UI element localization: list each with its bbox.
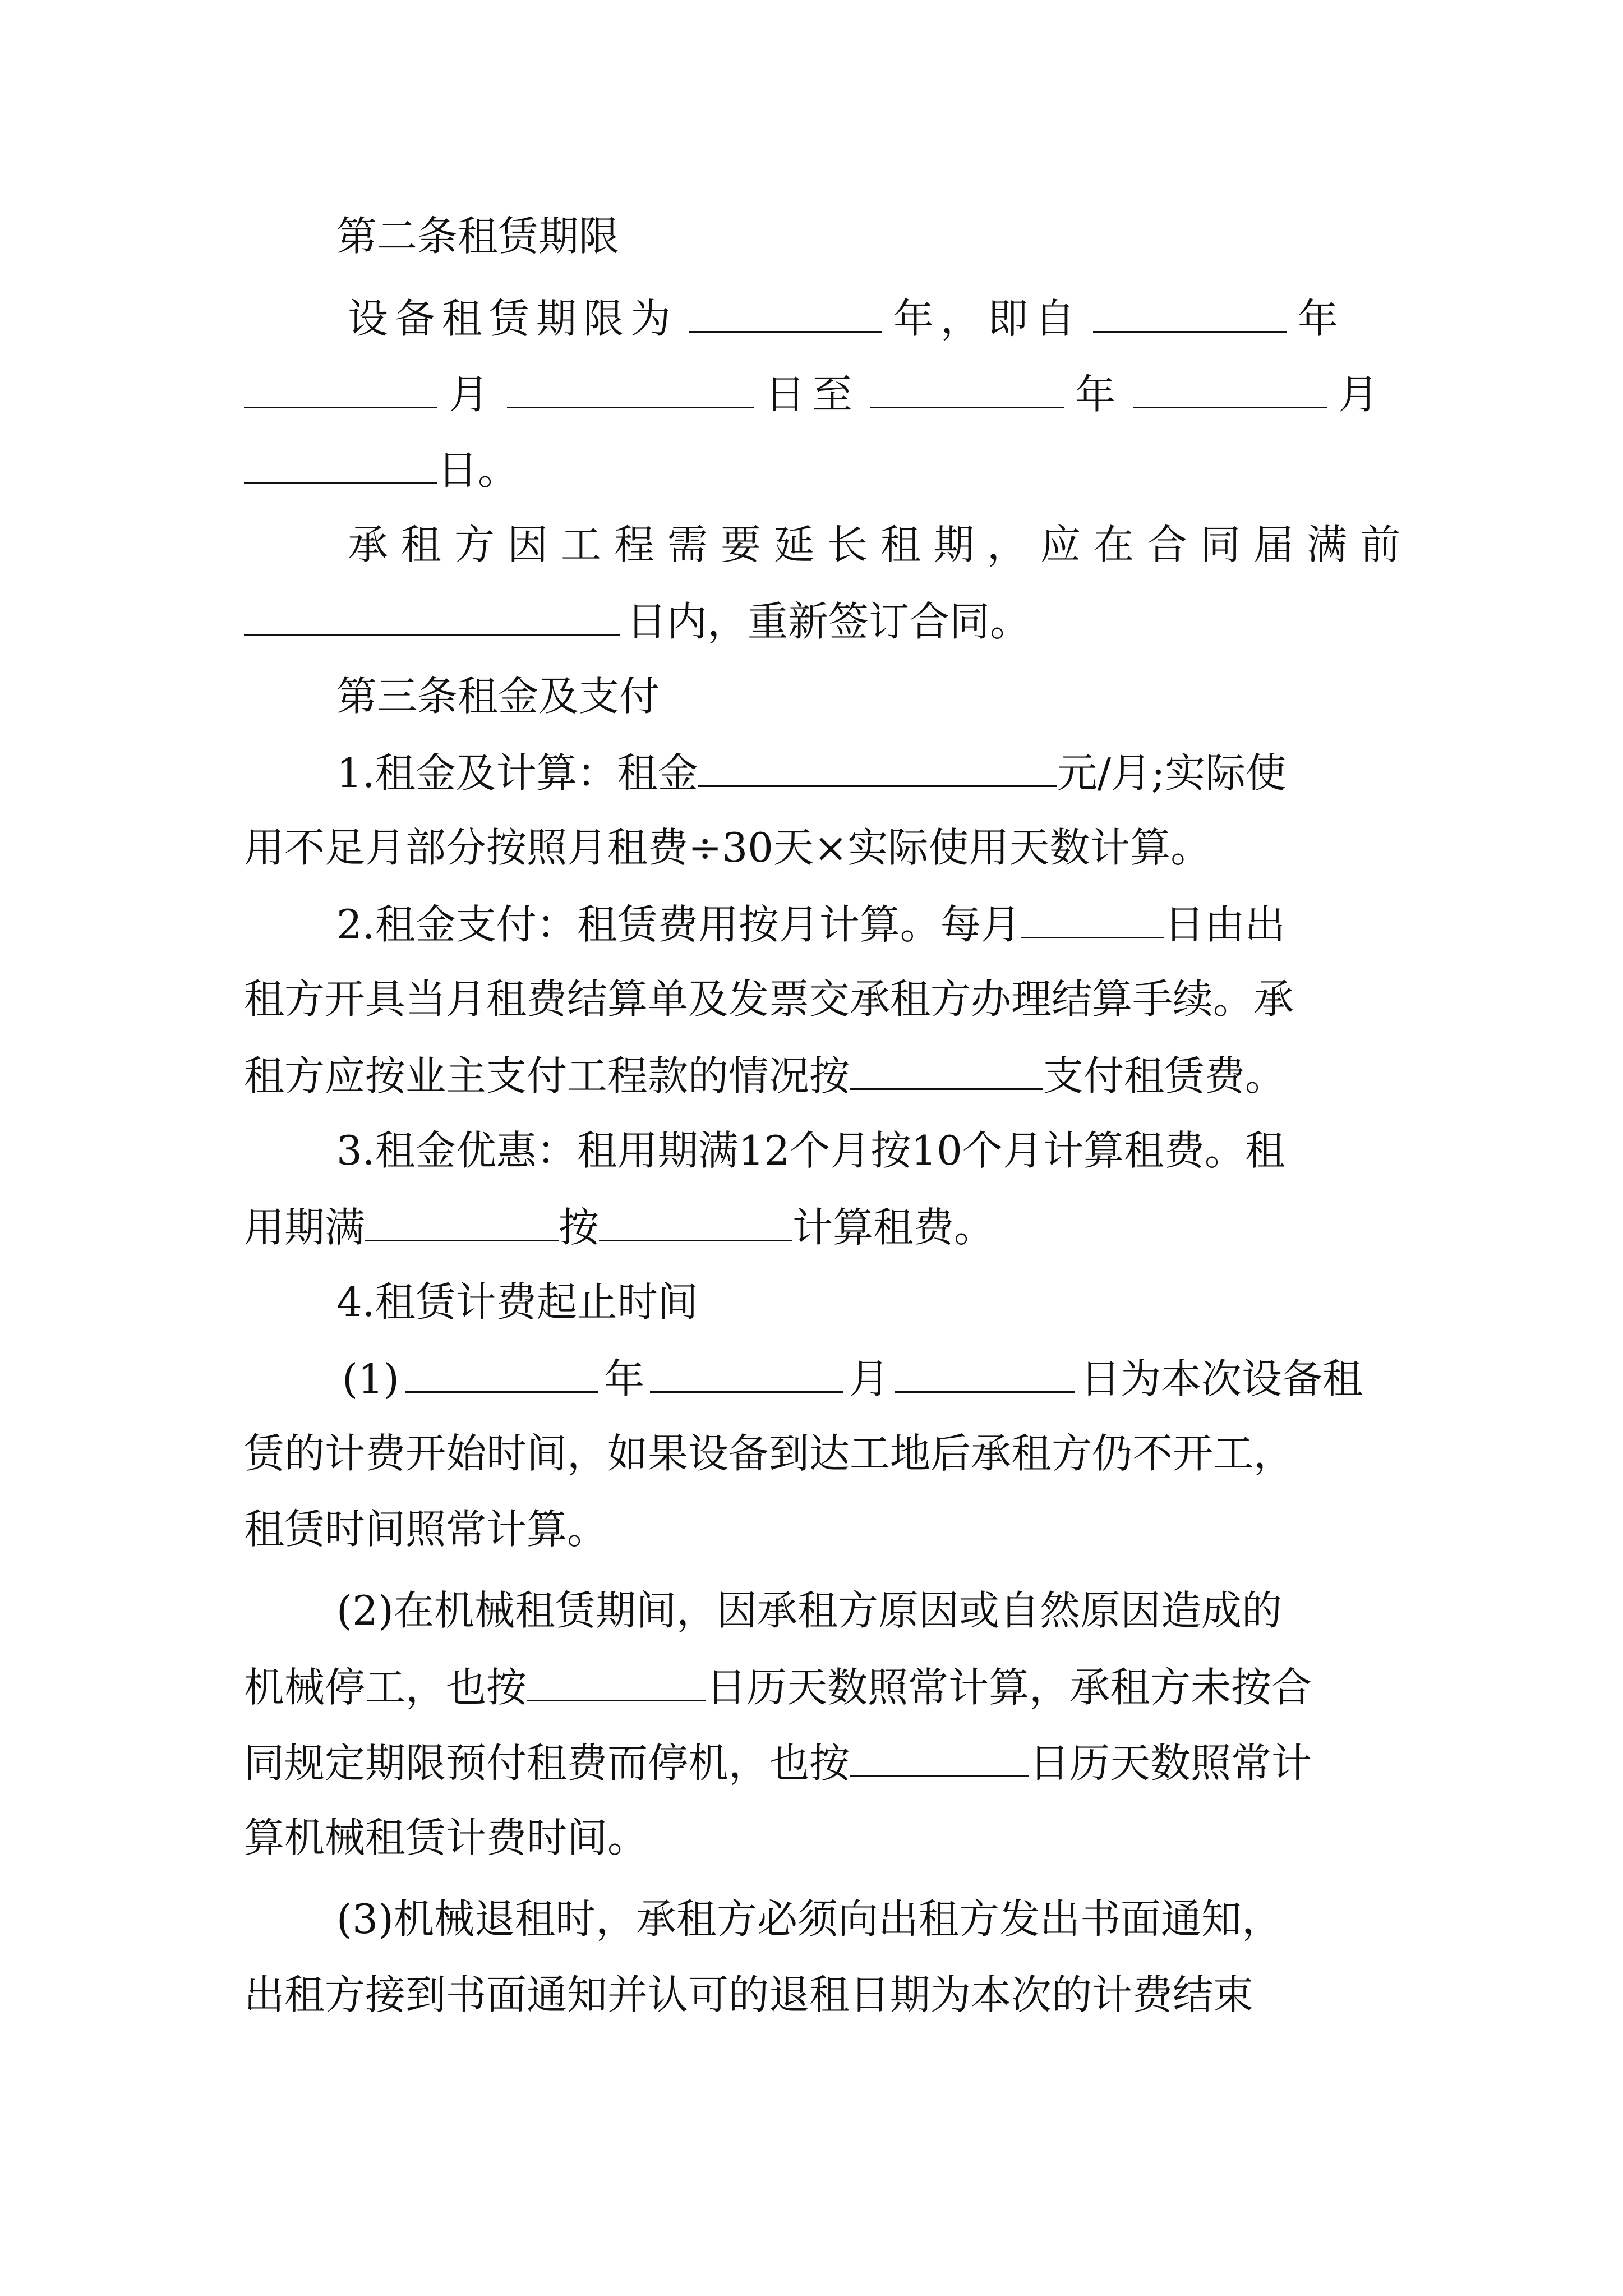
billing-item-1-line-3: 租赁时间照常计算。 — [244, 1506, 608, 1553]
billing-item-2-line-2: 机械停工，也按 日历天数照常计算，承租方未按合 — [244, 1664, 1312, 1711]
rent-calc-line-2: 用不足月部分按照月租费÷30天×实际使用天数计算。 — [244, 824, 1211, 871]
lease-term-line-2: 月 日至 年 月 — [244, 373, 1385, 415]
billing-item-1-line-2: 赁的计费开始时间，如果设备到达工地后承租方仍不开工， — [244, 1430, 1294, 1477]
billing-period-title: 4.租赁计费起止时间 — [336, 1278, 698, 1326]
billing-start-year-blank — [405, 1358, 598, 1393]
article-2-heading: 第二条租赁期限 — [336, 213, 620, 260]
years-blank — [689, 297, 882, 333]
monthly-rent-blank — [698, 752, 1057, 787]
end-year-blank — [870, 373, 1064, 408]
extension-days-blank — [244, 600, 620, 636]
billing-item-2-line-1: (2)在机械租赁期间，因承租方原因或自然原因造成的 — [336, 1587, 1282, 1634]
rent-pay-line-1: 2.租金支付：租赁费用按月计算。每月 日由出 — [336, 901, 1285, 948]
billing-start-day-blank — [895, 1358, 1075, 1393]
monthly-settle-day-blank — [1021, 903, 1164, 938]
stoppage-days-blank — [527, 1666, 706, 1701]
billing-start-month-blank — [650, 1358, 843, 1393]
start-year-blank — [1093, 297, 1287, 333]
rent-pay-line-2: 租方开具当月租费结算单及发票交承租方办理结算手续。承 — [244, 976, 1294, 1023]
start-day-blank — [507, 373, 754, 408]
discount-billing-blank — [599, 1206, 792, 1241]
start-month-blank — [244, 373, 437, 408]
rent-calc-line-1: 1.租金及计算：租金 元/月;实际使 — [336, 749, 1287, 797]
extension-line-1: 承租方因工程需要延长租期，应在合同届满前 — [348, 521, 1414, 568]
end-day-blank — [244, 449, 437, 484]
discount-period-blank — [365, 1206, 559, 1241]
prepay-stoppage-days-blank — [850, 1742, 1029, 1777]
billing-item-3-line-2: 出租方接到书面通知并认可的退租日期为本次的计费结束 — [244, 1971, 1254, 2018]
extension-line-2: 日内，重新签订合同。 — [244, 600, 1030, 642]
billing-item-2-line-4: 算机械租赁计费时间。 — [244, 1814, 648, 1861]
end-month-blank — [1133, 373, 1327, 408]
billing-item-2-line-3: 同规定期限预付租费而停机，也按 日历天数照常计 — [244, 1740, 1312, 1787]
article-3-heading: 第三条租金及支付 — [336, 673, 660, 720]
rent-pay-line-3: 租方应按业主支付工程款的情况按 支付租赁费。 — [244, 1052, 1286, 1099]
discount-line-1: 3.租金优惠：租用期满12个月按10个月计算租费。租 — [336, 1127, 1285, 1174]
discount-line-2: 用期满 按 计算租费。 — [244, 1204, 995, 1251]
lease-term-line-3: 日。 — [244, 449, 518, 490]
lease-term-line-1: 设备租赁期限为 年，即自 年 — [348, 295, 1345, 342]
billing-item-3-line-1: (3)机械退租时，承租方必须向出租方发出书面通知， — [336, 1895, 1282, 1943]
billing-item-1-line-1: (1) 年 月 日为本次设备租 — [342, 1355, 1363, 1402]
payment-ratio-blank — [850, 1055, 1043, 1090]
